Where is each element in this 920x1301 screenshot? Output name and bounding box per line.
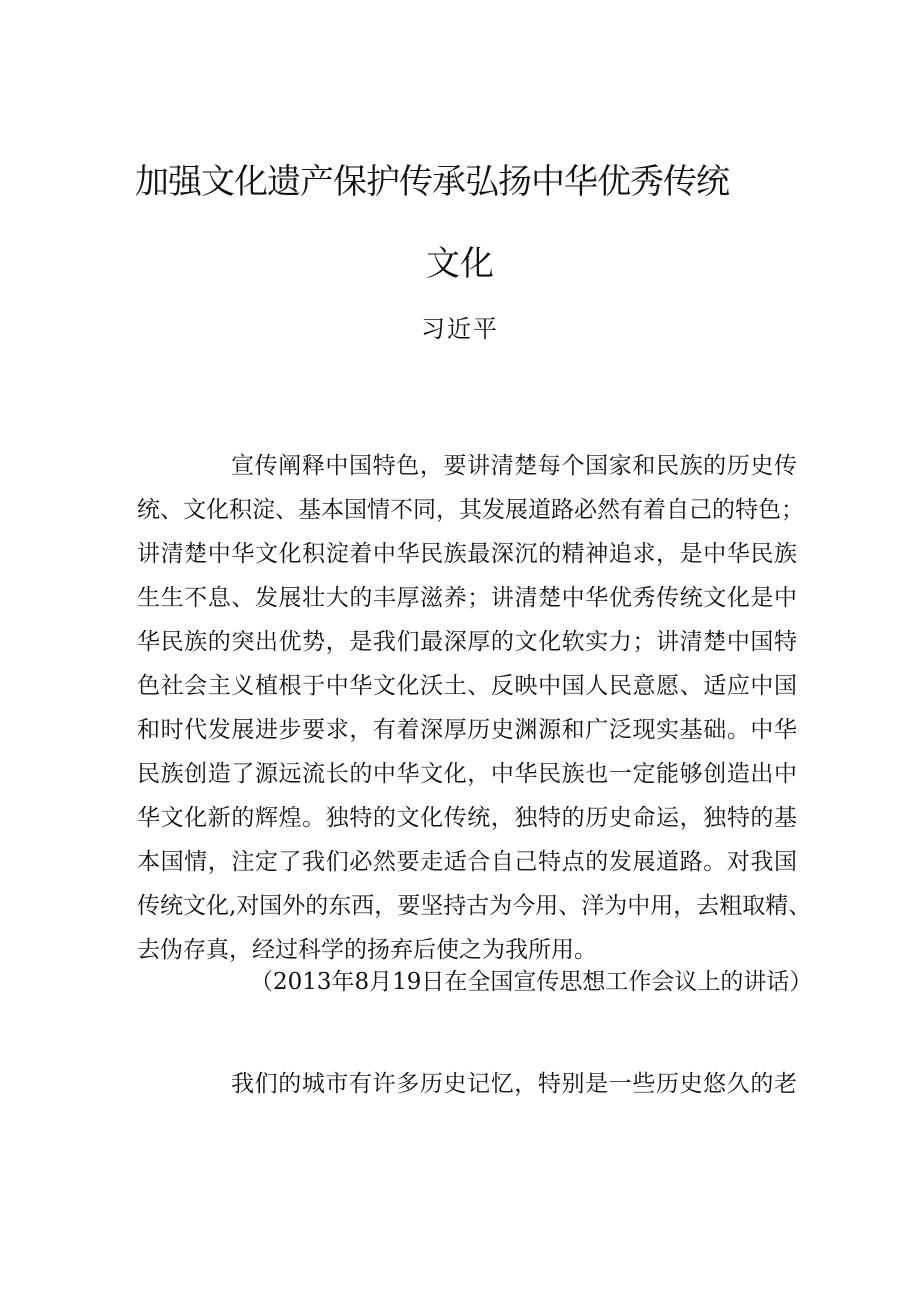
paragraph-line: 华民族的突出优势，是我们最深厚的文化软实力；讲清楚中国特 bbox=[137, 629, 797, 655]
paragraph-line: 华文化新的辉煌。独特的文化传统，独特的历史命运，独特的基 bbox=[137, 805, 797, 831]
paragraph-line: 生生不息、发展壮大的丰厚滋养；讲清楚中华优秀传统文化是中 bbox=[137, 585, 797, 611]
paragraph-line: 传统文化,对国外的东西，要坚持古为今用、洋为中用，去粗取精、 bbox=[137, 893, 812, 919]
paragraph-line: 宣传阐释中国特色，要讲清楚每个国家和民族的历史传 bbox=[231, 453, 797, 479]
paragraph-line: 和时代发展进步要求，有着深厚历史渊源和广泛现实基础。中华 bbox=[137, 717, 797, 743]
paragraph-line: 民族创造了源远流长的中华文化，中华民族也一定能够创造出中 bbox=[137, 761, 797, 787]
paragraph-1 bbox=[137, 444, 812, 972]
author-name: 习近平 bbox=[421, 315, 499, 343]
paragraph-line: 我们的城市有许多历史记忆，特别是一些历史悠久的老 bbox=[231, 1071, 797, 1097]
paragraph-line: 去伪存真，经过科学的扬弃后使之为我所用。 bbox=[137, 937, 597, 963]
paragraph-line: 本国情，注定了我们必然要走适合自己特点的发展道路。对我国 bbox=[137, 849, 797, 875]
speech-citation: （2013年8月19日在全国宣传思想工作会议上的讲话） bbox=[250, 969, 813, 995]
document-title-line-1: 加强文化遗产保护传承弘扬中华优秀传统 bbox=[135, 162, 729, 202]
paragraph-line: 讲清楚中华文化积淀着中华民族最深沉的精神追求，是中华民族 bbox=[137, 541, 797, 567]
document-title-line-2: 文化 bbox=[426, 244, 494, 284]
paragraph-line: 色社会主义植根于中华文化沃土、反映中国人民意愿、适应中国 bbox=[137, 673, 797, 699]
paragraph-2 bbox=[137, 1062, 797, 1106]
paragraph-line: 统、文化积淀、基本国情不同，其发展道路必然有着自己的特色； bbox=[137, 497, 804, 523]
